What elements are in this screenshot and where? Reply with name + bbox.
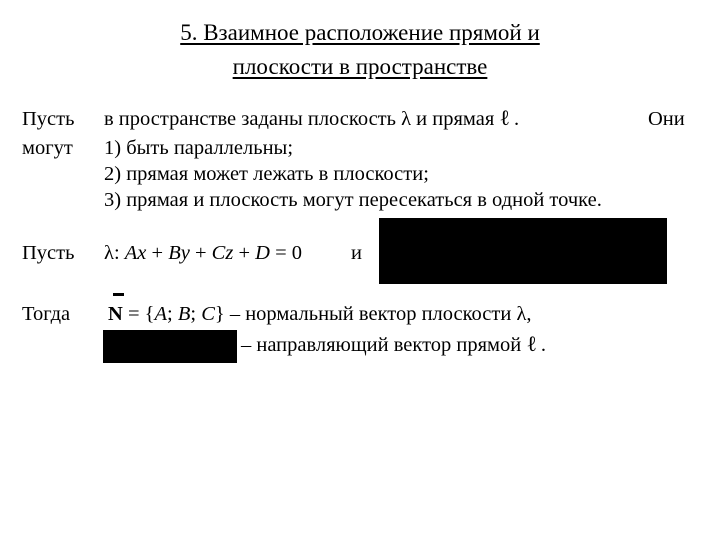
intro-given-text xyxy=(104,106,519,132)
plane-colon: : xyxy=(113,242,120,264)
plane-lambda: λ xyxy=(104,242,114,264)
redacted-line-equation xyxy=(379,218,667,284)
vector-bar-mark xyxy=(113,293,124,296)
term-ax: Ax xyxy=(124,242,147,264)
slide-title-line-2: плоскости в пространстве xyxy=(232,54,488,79)
direction-desc: – направляющий вектор прямой xyxy=(241,334,527,356)
plane-equation xyxy=(104,240,302,266)
option-1: 1) быть параллельны; xyxy=(104,137,294,159)
intro-mogut: могут xyxy=(22,137,73,159)
intro-period: . xyxy=(513,108,520,130)
normal-open: = { xyxy=(122,303,155,325)
option-2: 2) прямая может лежать в плоскости; xyxy=(104,163,429,185)
normal-b: B xyxy=(177,303,191,325)
normal-a: A xyxy=(154,303,167,325)
normal-c: C xyxy=(201,303,215,325)
term-by: By xyxy=(168,242,190,264)
normal-desc: } – нормальный вектор плоскости λ, xyxy=(214,303,532,325)
intro-given-phrase: в пространстве заданы плоскость λ и прямая xyxy=(104,108,500,130)
plus-3: + xyxy=(233,242,256,264)
line-symbol: ℓ xyxy=(499,106,510,131)
direction-line-symbol: ℓ xyxy=(526,332,537,357)
normal-sep-2: ; xyxy=(190,303,202,325)
normal-vector-symbol: N xyxy=(108,303,123,325)
plane-eq-pust: Пусть xyxy=(22,242,75,264)
plus-2: + xyxy=(189,242,212,264)
redacted-direction-vector xyxy=(103,330,237,363)
intro-pust: Пусть xyxy=(22,108,75,130)
normal-vector-line xyxy=(108,301,532,327)
normal-sep-1: ; xyxy=(167,303,178,325)
direction-period: . xyxy=(540,334,547,356)
term-d: D xyxy=(255,242,270,264)
slide-title-line-1: 5. Взаимное расположение прямой и xyxy=(180,20,540,45)
equals-zero: = 0 xyxy=(269,242,302,264)
option-3: 3) прямая и плоскость могут пересекаться в одной точке. xyxy=(104,189,602,211)
plus-1: + xyxy=(146,242,169,264)
direction-vector-line xyxy=(241,332,546,358)
vectors-togda: Тогда xyxy=(22,303,71,325)
intro-oni: Они xyxy=(648,108,685,130)
term-cz: Cz xyxy=(211,242,234,264)
plane-eq-and: и xyxy=(351,242,362,264)
